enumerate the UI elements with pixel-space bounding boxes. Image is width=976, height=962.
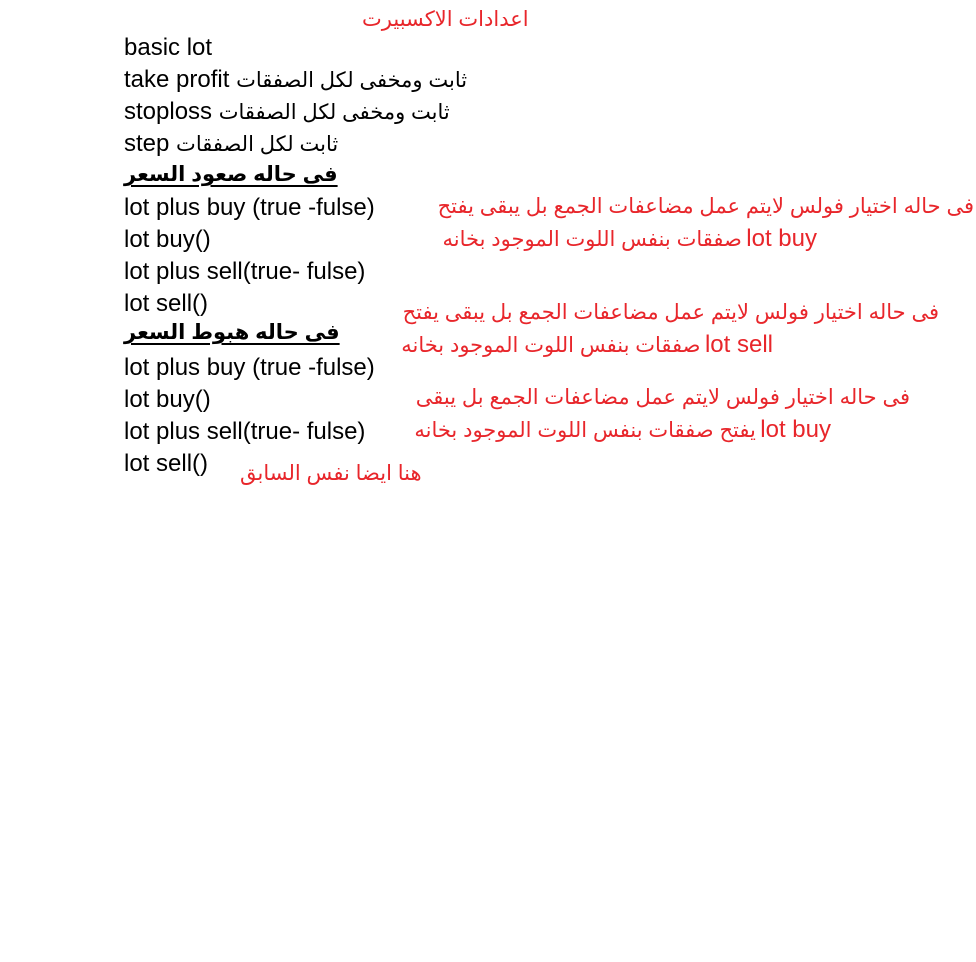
line-step-note: ثابت لكل الصفقات <box>176 133 339 156</box>
line-basic-lot: basic lot <box>124 34 213 61</box>
line-up-lot-buy: lot buy() <box>124 226 211 253</box>
line-up-lot-plus-buy: lot plus buy (true -fulse) <box>124 194 375 221</box>
note-1-line-2-code: lot buy <box>746 225 817 252</box>
note-3-line-1: فى حاله اختيار فولس لايتم عمل مضاعفات الجمع بل يبقى <box>415 386 910 409</box>
line-take-profit-note: ثابت ومخفى لكل الصفقات <box>236 69 468 92</box>
note-1-line-2-text: صفقات بنفس اللوت الموجود بخانه <box>442 228 742 251</box>
note-3-line-2-text: يفتح صفقات بنفس اللوت الموجود بخانه <box>414 419 756 442</box>
line-up-lot-plus-sell: lot plus sell(true- fulse) <box>124 258 366 285</box>
note-2-line-2-code: lot sell <box>704 331 773 358</box>
line-stoploss <box>124 100 450 124</box>
note-3-line-2 <box>414 418 831 442</box>
line-take-profit <box>124 68 467 92</box>
line-down-lot-plus-sell: lot plus sell(true- fulse) <box>124 418 366 445</box>
note-3-line-2-code: lot buy <box>760 416 831 443</box>
line-down-lot-plus-buy: lot plus buy (true -fulse) <box>124 354 375 381</box>
line-step <box>124 132 338 156</box>
note-1-line-1: فى حاله اختيار فولس لايتم عمل مضاعفات الجمع بل يبقى يفتح <box>437 195 974 218</box>
line-down-lot-sell: lot sell() <box>124 450 209 477</box>
heading-price-down: فى حاله هبوط السعر <box>124 321 340 344</box>
line-down-lot-buy: lot buy() <box>124 386 211 413</box>
note-2-line-1: فى حاله اختيار فولس لايتم عمل مضاعفات الجمع بل يبقى يفتح <box>402 301 939 324</box>
note-2-line-2-text: صفقات بنفس اللوت الموجود بخانه <box>401 334 701 357</box>
doc-title: اعدادات الاكسبيرت <box>362 8 529 31</box>
line-up-lot-sell: lot sell() <box>124 290 209 317</box>
line-take-profit-label: take profit <box>124 66 230 93</box>
heading-price-up: فى حاله صعود السعر <box>124 163 338 186</box>
note-2-line-2 <box>401 333 773 357</box>
note-4: هنا ايضا نفس السابق <box>240 462 422 485</box>
line-stoploss-note: ثابت ومخفى لكل الصفقات <box>218 101 450 124</box>
note-1-line-2 <box>443 227 817 251</box>
line-step-label: step <box>124 130 170 157</box>
line-stoploss-label: stoploss <box>124 98 213 125</box>
